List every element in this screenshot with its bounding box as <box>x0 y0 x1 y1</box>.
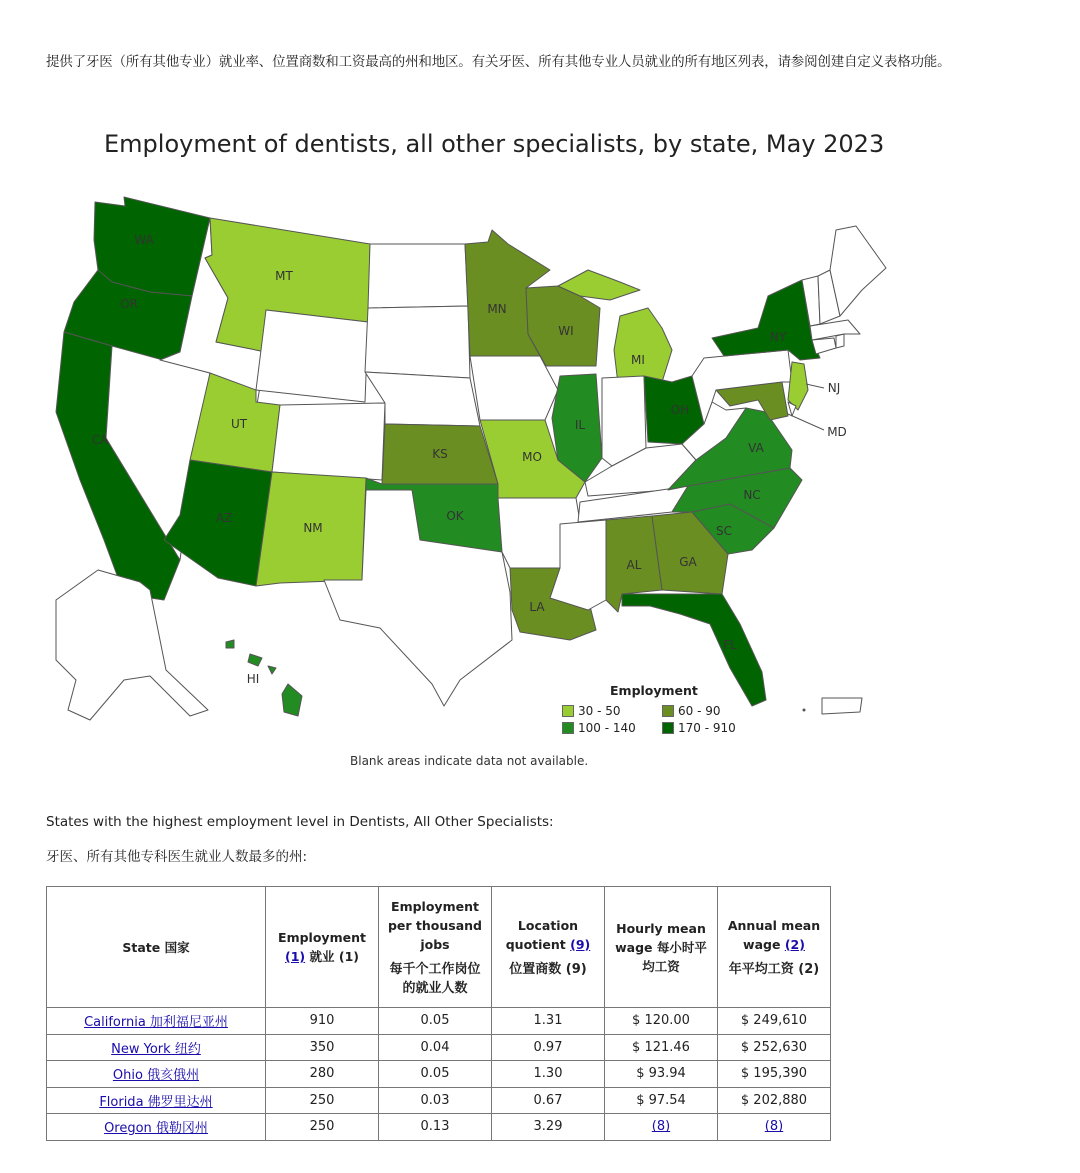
label-oh: OH <box>670 403 690 417</box>
state-hi-3[interactable] <box>268 666 276 674</box>
cell-per-thousand: 0.04 <box>379 1034 492 1061</box>
label-wa: WA <box>134 233 154 247</box>
label-ga: GA <box>679 555 697 569</box>
employment-table <box>46 886 831 1141</box>
footnote-link-8[interactable]: (8) <box>764 1119 784 1135</box>
cell-employment: 250 <box>266 1114 379 1141</box>
header-lq-zh: 位置商数 (9) <box>509 961 587 977</box>
cell-hourly-wage: $ 120.00 <box>605 1008 718 1035</box>
cell-hourly-wage: $ 93.94 <box>605 1061 718 1088</box>
cell-annual-wage: $ 195,390 <box>718 1061 831 1088</box>
state-link-oregon[interactable]: Oregon 俄勒冈州 <box>104 1121 208 1137</box>
header-hourly-wage: Hourly mean wage 每小时平均工资 <box>605 887 718 1008</box>
state-wy <box>256 310 368 402</box>
state-link-ohio[interactable]: Ohio 俄亥俄州 <box>112 1068 200 1084</box>
cell-annual-wage <box>718 1114 831 1141</box>
table-header-row <box>47 887 831 1008</box>
label-ks: KS <box>432 447 448 461</box>
footnote-link-2[interactable]: (2) <box>784 936 805 952</box>
cell-hourly-wage: $ 121.46 <box>605 1034 718 1061</box>
cell-per-thousand: 0.05 <box>379 1008 492 1035</box>
state-hi-4[interactable] <box>282 684 302 716</box>
header-per-thousand-en: Employment per thousand jobs <box>387 898 483 952</box>
cell-hourly-wage: $ 97.54 <box>605 1087 718 1114</box>
caption-zh: 牙医、所有其他专科医生就业人数最多的州: <box>46 849 308 865</box>
cell-annual-wage: $ 252,630 <box>718 1034 831 1061</box>
cell-location-quotient: 1.31 <box>492 1008 605 1035</box>
footnote-link-9[interactable]: (9) <box>570 936 591 952</box>
label-il: IL <box>574 418 586 432</box>
label-ca: CA <box>91 433 109 447</box>
label-nc: NC <box>743 488 761 502</box>
cell-annual-wage: $ 249,610 <box>718 1008 831 1035</box>
state-hi-2[interactable] <box>248 654 262 666</box>
label-mn: MN <box>487 302 507 316</box>
label-or: OR <box>120 297 138 311</box>
label-la: LA <box>529 600 545 614</box>
cell-per-thousand: 0.13 <box>379 1114 492 1141</box>
header-employment-zh: 就业 (1) <box>309 949 359 964</box>
state-ia <box>470 356 558 420</box>
state-nj[interactable] <box>788 362 808 410</box>
legend-item-3 <box>562 721 662 735</box>
state-me <box>830 226 886 316</box>
state-nd <box>368 244 468 308</box>
label-md: MD <box>827 425 847 439</box>
label-sc: SC <box>716 524 732 538</box>
territory-pr <box>822 698 862 714</box>
legend-swatch <box>562 722 574 734</box>
label-mi: MI <box>631 353 645 367</box>
cell-location-quotient: 0.67 <box>492 1087 605 1114</box>
label-ok: OK <box>446 509 464 523</box>
state-link-florida[interactable]: Florida 佛罗里达州 <box>99 1094 213 1110</box>
label-al: AL <box>626 558 642 572</box>
legend-title: Employment <box>610 683 698 698</box>
header-employment-en: Employment <box>278 930 366 945</box>
leader-md <box>788 414 824 430</box>
leader-nj <box>806 384 824 388</box>
label-mt: MT <box>275 269 293 283</box>
legend-swatch <box>562 705 574 717</box>
header-annual-zh: 年平均工资 (2) <box>728 961 820 977</box>
cell-per-thousand: 0.05 <box>379 1061 492 1088</box>
header-annual-wage <box>718 887 831 1008</box>
label-nj: NJ <box>827 381 841 395</box>
table-row <box>47 1008 831 1035</box>
legend-label: 170 - 910 <box>678 721 736 735</box>
legend-item-1 <box>562 704 662 718</box>
state-ri <box>836 334 844 348</box>
footnote-link-1[interactable]: (1) <box>285 949 306 964</box>
label-mo: MO <box>522 450 542 464</box>
cell-hourly-wage <box>605 1114 718 1141</box>
header-annual-en: Annual mean wage <box>727 917 821 952</box>
label-ut: UT <box>230 417 248 431</box>
legend-swatch <box>662 705 674 717</box>
map-legend <box>562 683 762 735</box>
intro-text: 提供了牙医（所有其他专业）就业率、位置商数和工资最高的州和地区。有关牙医、所有其他专业人员就业的所有地区列表，请参阅创建自定义表格功能。 <box>46 54 951 70</box>
cell-annual-wage: $ 202,880 <box>718 1087 831 1114</box>
cell-location-quotient: 3.29 <box>492 1114 605 1141</box>
state-mi[interactable] <box>614 308 672 384</box>
state-sd <box>365 306 470 378</box>
state-ct <box>812 338 836 354</box>
legend-label: 60 - 90 <box>678 704 721 718</box>
legend-label: 100 - 140 <box>578 721 636 735</box>
header-location-quotient <box>492 887 605 1008</box>
cell-employment: 350 <box>266 1034 379 1061</box>
employment-map <box>40 120 900 780</box>
map-title: Employment of dentists, all other specialists, by state, May 2023 <box>104 130 885 158</box>
state-co <box>272 403 385 480</box>
legend-item-2 <box>662 704 762 718</box>
header-per-thousand-zh: 每千个工作岗位的就业人数 <box>389 961 481 996</box>
label-hi: HI <box>246 672 260 686</box>
cell-employment: 910 <box>266 1008 379 1035</box>
label-az: AZ <box>215 511 233 525</box>
state-link-new-york[interactable]: New York 纽约 <box>111 1041 201 1057</box>
table-row <box>47 1061 831 1088</box>
cell-location-quotient: 1.30 <box>492 1061 605 1088</box>
map-note: Blank areas indicate data not available. <box>350 754 589 768</box>
header-state: State 国家 <box>47 887 266 1008</box>
table-row <box>47 1114 831 1141</box>
legend-item-4 <box>662 721 762 735</box>
us-state-map <box>40 120 900 780</box>
header-lq-en: Location quotient <box>505 917 579 952</box>
footnote-link-8[interactable]: (8) <box>651 1119 671 1135</box>
cell-per-thousand: 0.03 <box>379 1087 492 1114</box>
header-per-thousand <box>379 887 492 1008</box>
territory-vi <box>803 709 806 712</box>
state-hi-1[interactable] <box>226 640 234 648</box>
table-row <box>47 1034 831 1061</box>
label-fl: FL <box>723 638 737 652</box>
label-ny: NY <box>769 330 787 344</box>
state-ak <box>56 570 208 720</box>
table-row <box>47 1087 831 1114</box>
caption-en: States with the highest employment level in Dentists, All Other Specialists: <box>46 814 554 830</box>
state-link-california[interactable]: California 加利福尼亚州 <box>84 1015 228 1031</box>
label-va: VA <box>748 441 764 455</box>
cell-employment: 250 <box>266 1087 379 1114</box>
label-nm: NM <box>303 521 323 535</box>
cell-employment: 280 <box>266 1061 379 1088</box>
header-employment <box>266 887 379 1008</box>
legend-label: 30 - 50 <box>578 704 621 718</box>
legend-swatch <box>662 722 674 734</box>
cell-location-quotient: 0.97 <box>492 1034 605 1061</box>
label-wi: WI <box>558 324 574 338</box>
